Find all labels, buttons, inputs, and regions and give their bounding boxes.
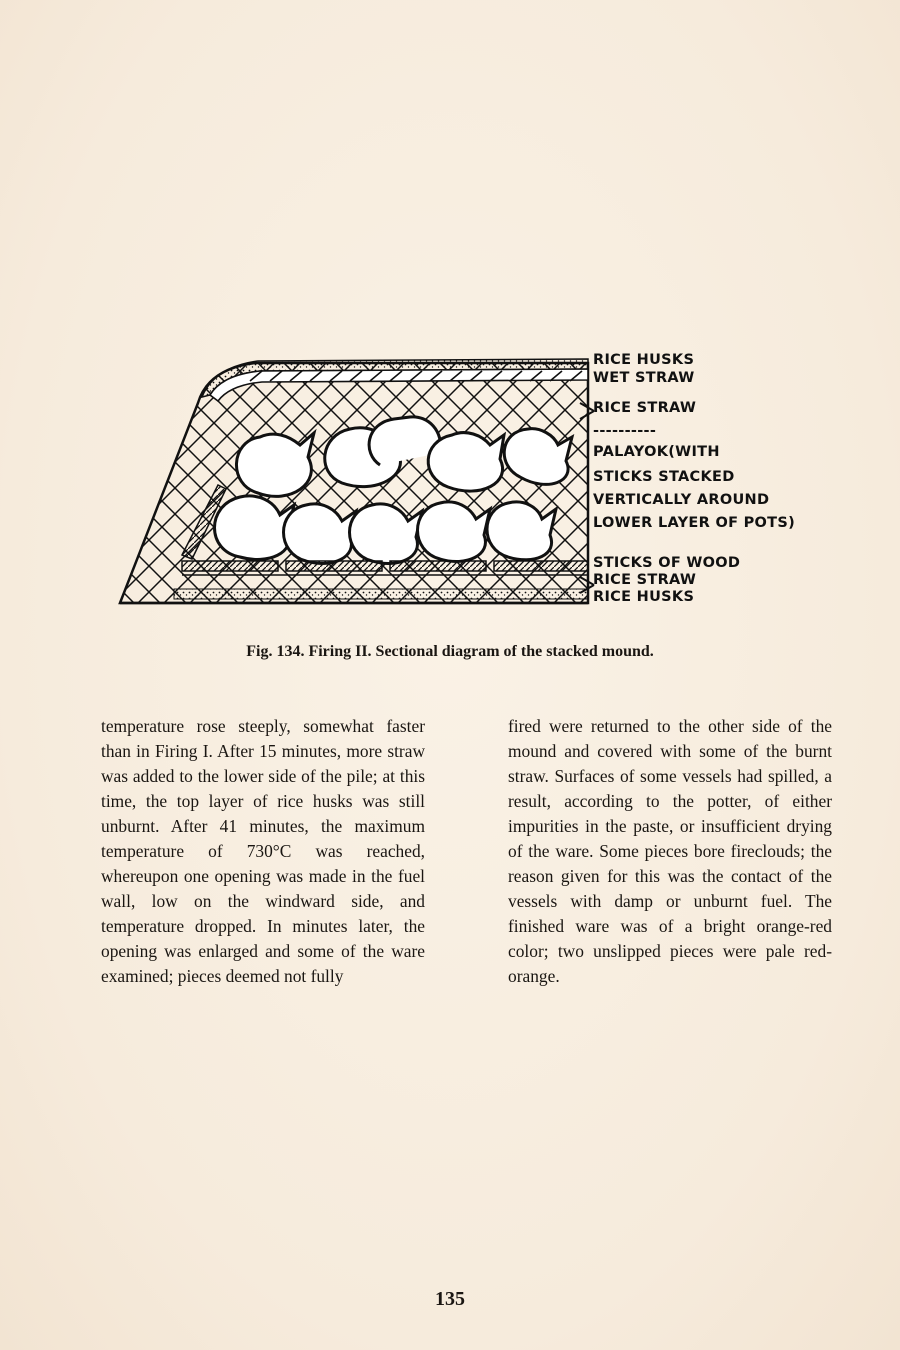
label-rice-husks-bottom: RICE HUSKS	[593, 589, 695, 605]
label-palayok-2: STICKS STACKED	[593, 469, 735, 485]
left-column	[101, 714, 425, 989]
figure-caption: Fig. 134. Firing II. Sectional diagram of the stacked mound.	[246, 643, 654, 660]
label-rice-straw-top: RICE STRAW	[593, 400, 697, 416]
label-rice-straw-bottom: RICE STRAW	[593, 572, 697, 588]
lower-pot-layer	[215, 496, 557, 564]
label-palayok-4: LOWER LAYER OF POTS)	[593, 515, 796, 531]
label-sticks-of-wood: STICKS OF WOOD	[593, 555, 741, 571]
label-dash-line: ----------	[593, 423, 657, 439]
label-rice-husks-top: RICE HUSKS	[593, 352, 695, 368]
right-column-text: fired were returned to the other side of the mound and covered with some of the burnt straw. Surfaces of some vessels had spilled, a result, according to the potter, of either impurities in the paste, or insufficient drying of the ware. Some pieces bore fireclouds; the reason given for this was the contact of the vessels with damp or unburnt fuel. The finished ware was of a bright orange-red color; two unslipped pieces were pale red-orange.	[508, 716, 832, 986]
page-number: 135	[435, 1288, 465, 1310]
left-column-text: temperature rose steeply, somewhat faster than in Firing I. After 15 minutes, more straw was added to the lower side of the pile; at this time, the top layer of rice husks was still unburnt. After 41 minutes, the maximum temperature of 730°C was reached, whereupon one opening was made in the fuel wall, low on the windward side, and temperature dropped. In minutes later, the opening was enlarged and some of the ware examined; pieces deemed not fully	[101, 716, 425, 986]
right-column	[508, 714, 832, 989]
label-palayok-1: PALAYOK(WITH	[593, 444, 720, 460]
label-wet-straw: WET STRAW	[593, 370, 695, 386]
label-palayok-3: VERTICALLY AROUND	[593, 492, 770, 508]
mound-diagram	[110, 345, 810, 615]
bottom-husk-layer	[174, 589, 588, 599]
